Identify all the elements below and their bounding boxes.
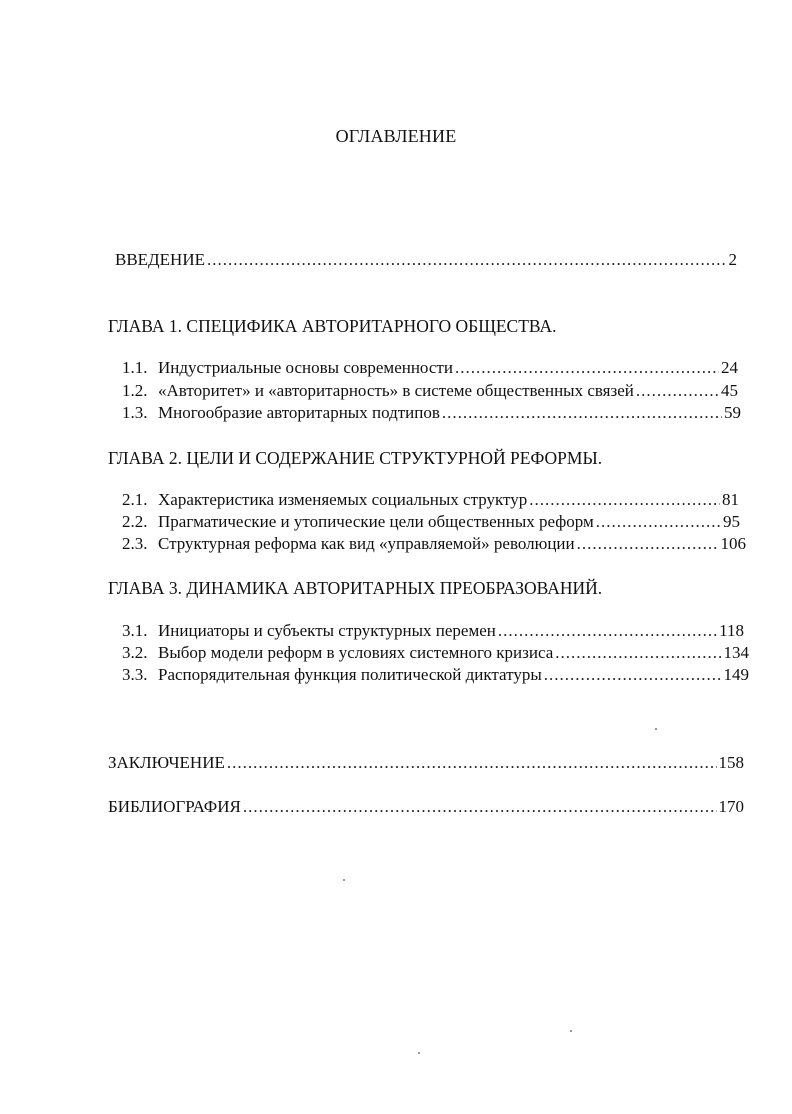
section-title: Прагматические и утопические цели общественных реформ [158,512,594,531]
dot-leader [227,752,717,774]
section-title: Выбор модели реформ в условиях системного кризиса [158,643,554,662]
scan-speck [570,1030,572,1032]
chapter-3-heading: ГЛАВА 3. ДИНАМИКА АВТОРИТАРНЫХ ПРЕОБРАЗОВАНИЙ. [108,578,603,598]
toc-page-number: 95 [723,512,740,531]
section-title: Многообразие авторитарных подтипов [158,403,440,422]
dot-leader [636,380,719,402]
toc-entry-label: БИБЛИОГРАФИЯ [108,797,241,816]
toc-entry-conclusion [108,752,744,774]
toc-section-1-2 [122,380,738,402]
dot-leader [442,402,722,424]
dot-leader [555,642,721,664]
toc-entry-bibliography [108,796,744,818]
toc-section-1-3 [122,402,741,424]
toc-section-1-1 [122,357,738,379]
scan-speck [418,1052,420,1054]
toc-section-2-1 [122,489,739,511]
section-number: 1.3. [122,403,148,422]
toc-section-3-1 [122,620,744,642]
toc-page-number: 134 [723,643,749,662]
page-title: ОГЛАВЛЕНИЕ [335,126,457,146]
scan-speck [655,728,657,730]
dot-leader [529,489,720,511]
toc-section-2-2 [122,511,740,533]
section-title: «Авторитет» и «авторитарность» в системе общественных связей [158,381,634,400]
dot-leader [207,249,727,271]
section-title: Инициаторы и субъекты структурных перемен [158,621,496,640]
toc-section-3-3 [122,664,749,686]
toc-entry-label: ЗАКЛЮЧЕНИЕ [108,753,225,772]
section-title: Характеристика изменяемых социальных структур [158,490,528,509]
section-number: 3.2. [122,643,148,662]
toc-page-number: 106 [720,534,746,553]
toc-entry-intro [115,249,737,271]
section-number: 1.2. [122,381,148,400]
toc-page-number: 2 [728,250,737,269]
dot-leader [455,357,719,379]
section-number: 2.2. [122,512,148,531]
toc-page-number: 170 [718,797,744,816]
toc-entry-label: ВВЕДЕНИЕ [115,250,205,269]
toc-page-number: 59 [724,403,741,422]
section-title: Индустриальные основы современности [158,358,453,377]
toc-page-number: 24 [721,358,738,377]
section-title: Структурная реформа как вид «управляемой» революции [158,534,575,553]
section-number: 3.1. [122,621,148,640]
section-number: 2.1. [122,490,148,509]
toc-page-number: 45 [721,381,738,400]
dot-leader [596,511,721,533]
toc-page-number: 118 [719,621,744,640]
section-title: Распорядительная функция политической диктатуры [158,665,542,684]
toc-section-2-3 [122,533,746,555]
toc-page-number: 149 [723,665,749,684]
dot-leader [498,620,717,642]
dot-leader [577,533,719,555]
dot-leader [544,664,722,686]
toc-page-number: 158 [718,753,744,772]
dot-leader [243,796,717,818]
scan-speck [343,879,345,881]
section-number: 3.3. [122,665,148,684]
toc-page-number: 81 [722,490,739,509]
chapter-2-heading: ГЛАВА 2. ЦЕЛИ И СОДЕРЖАНИЕ СТРУКТУРНОЙ РЕФОРМЫ. [108,448,603,468]
toc-section-3-2 [122,642,749,664]
section-number: 1.1. [122,358,148,377]
chapter-1-heading: ГЛАВА 1. СПЕЦИФИКА АВТОРИТАРНОГО ОБЩЕСТВА. [108,316,557,336]
section-number: 2.3. [122,534,148,553]
